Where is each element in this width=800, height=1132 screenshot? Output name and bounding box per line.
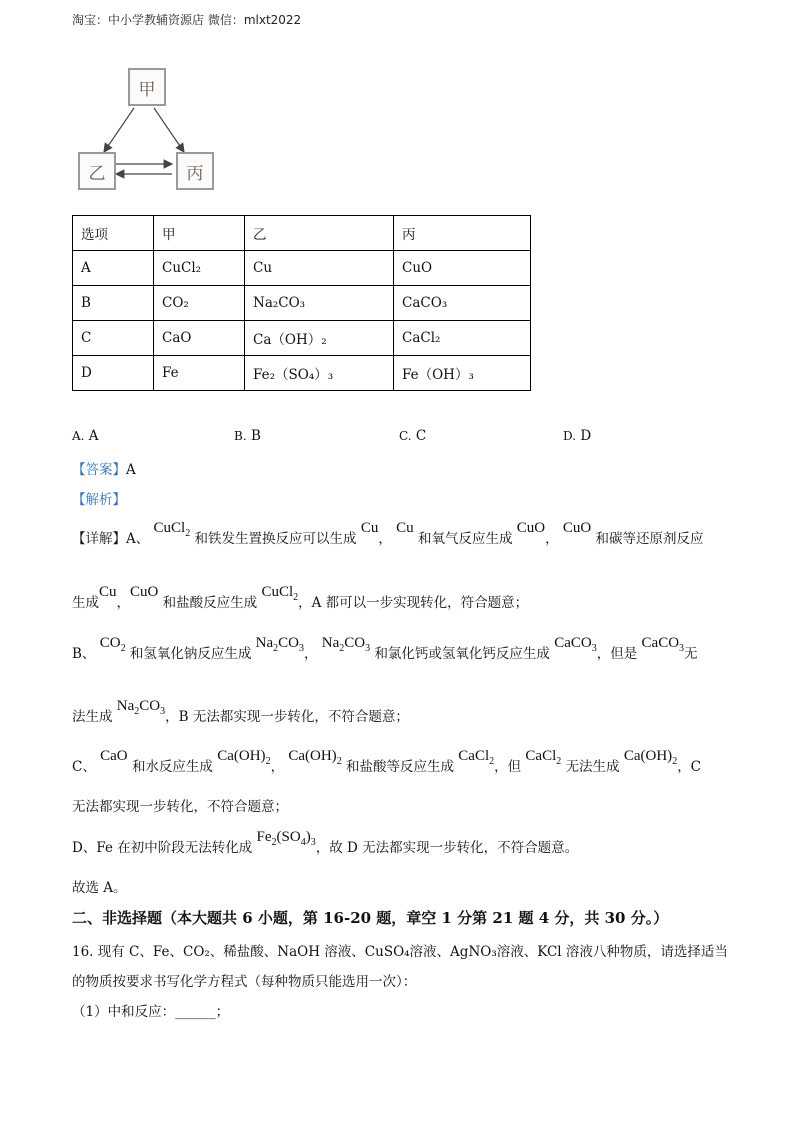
table-cell: CuO [394,251,531,286]
table-row [73,321,531,356]
explain-text: 无法生成 [565,759,620,775]
formula-caco3: CaCO$_3$ [554,635,597,654]
table-header-cell: 选项 [73,216,154,251]
explain-c-line2: 无法都实现一步转化，不符合题意； [72,799,288,815]
explain-text: 和氢氧化钠反应生成 [129,646,252,662]
formula-cu: Cu [99,584,117,600]
choice-text: C [415,428,427,444]
formula-cacl2: CaCl$_2$ [525,748,562,767]
explain-a-line2: 生成Cu，CuO 和盐酸反应生成 CuCl$_2$，A 都可以一步实现转化，符合题意； [72,584,529,611]
formula-fe2so43: $Fe_2(SO_4)_3$ [256,829,316,848]
formula-cu: Cu [360,520,379,536]
table-row [73,251,531,286]
table-cell: CuCl₂ [154,251,245,286]
formula-caoh2: $Ca(OH)_2$ [288,748,342,767]
diagram-node-bing: 丙 [176,152,214,190]
explain-text: 和氧气反应生成 [417,531,513,547]
table-cell: CaCO₃ [394,286,531,321]
formula-cao: CaO [100,748,128,764]
explain-text: ，但是 [596,646,638,662]
formula-na2co3: $Na_2CO_3$ [116,698,166,717]
explain-text: ，但 [494,759,522,775]
diagram-node-yi: 乙 [78,152,116,190]
formula-caoh2: $Ca(OH)_2$ [217,748,271,767]
explain-text: 和盐酸等反应生成 [345,759,454,775]
table-header-row [73,216,531,251]
table-cell: D [73,356,154,391]
explain-d-line [72,829,579,859]
answer-line [72,458,136,478]
explain-text: 法生成 [72,709,113,725]
question-16-line2: 的物质按要求书写化学方程式（每种物质只能选用一次）： [72,974,417,990]
formula-co2: $CO_2$ [99,635,126,654]
table-cell: C [73,321,154,356]
section-title: 二、非选择题（本大题共 6 小题，第 16-20 题，章空 1 分第 21 题 4 分，共 30 分。） [72,909,669,927]
choice-letter: A. [72,429,85,443]
formula-cuo: CuO [130,584,159,600]
answer-label: 【答案】 [72,462,126,478]
formula-caco3: CaCO$_3$ [641,635,685,654]
choice-letter: D. [563,429,577,443]
table-row [73,356,531,391]
explain-text: 生成 [72,595,99,611]
choice-letter: C. [399,429,412,443]
table-cell: CO₂ [154,286,245,321]
formula-na2co3: $Na_2CO_3$ [255,635,304,654]
table-cell: Ca（OH）₂ [245,321,394,356]
choice-text: D [580,428,592,444]
table-cell: Na₂CO₃ [245,286,394,321]
explain-text: 和水反应生成 [131,759,213,775]
choice-a[interactable] [72,428,99,444]
explain-text: C、 [72,759,96,775]
table-cell: CaO [154,321,245,356]
question-16-line1: 16. 现有 C、Fe、CO₂、稀盐酸、NaOH 溶液、CuSO₄溶液、AgNO₃溶液、KCl 溶液八种物质，请选择适当 [72,944,728,960]
table-cell: CaCl₂ [394,321,531,356]
arrow-jia-to-yi [104,108,134,152]
explain-text: 和氯化钙或氢氧化钙反应生成 [374,646,550,662]
explain-c-line1: C、 CaO 和水反应生成 $Ca(OH)_2$， $Ca(OH)_2$ 和盐酸等反应生成 CaCl$_2$，但 CaCl$_2$ 无法生成 $Ca(OH)_2$，C [72,748,702,775]
diagram-node-jia: 甲 [128,68,166,106]
choice-letter: B. [234,429,247,443]
analysis-label: 【解析】 [72,492,126,508]
explain-text: ，B 无法都实现一步转化，不符合题意； [165,709,409,725]
explain-text: ，A 都可以一步实现转化，符合题意； [298,595,529,611]
choice-d[interactable] [563,428,591,444]
answer-value: A [126,462,136,478]
table-cell: A [73,251,154,286]
formula-cacl2: CaCl$_2$ [458,748,495,767]
explain-text: 和盐酸反应生成 [162,595,258,611]
formula-cuo: CuO [516,520,546,536]
table-header-cell: 丙 [394,216,531,251]
explain-text: B、 [72,646,96,662]
table-header-cell: 甲 [154,216,245,251]
explain-text: D、Fe 在初中阶段无法转化成 [72,840,253,856]
table-cell: B [73,286,154,321]
explain-a-line1: 【详解】A、 CuCl$_2$ 和铁发生置换反应可以生成 Cu， Cu 和氧气反应生成 CuO， CuO 和碳等还原剂反应 [72,520,704,547]
explain-b-line1: B、 $CO_2$ 和氢氧化钠反应生成 $Na_2CO_3$， $Na_2CO_3$ 和氯化钙或氢氧化钙反应生成 CaCO$_3$，但是 CaCO$_3$无 [72,635,698,662]
formula-cuo: CuO [562,520,592,536]
choice-text: A [88,428,99,444]
page-header: 淘宝：中小学教辅资源店 微信：mlxt2022 [72,13,302,27]
table-cell: Cu [245,251,394,286]
arrow-jia-to-bing [154,108,184,152]
table-cell: Fe（OH）₃ [394,356,531,391]
choice-c[interactable] [399,428,426,444]
choice-b[interactable] [234,428,261,444]
question-16-part1: （1）中和反应：______； [72,1004,230,1020]
explain-text: 无 [684,646,698,662]
options-table [72,215,531,391]
table-header-cell: 乙 [245,216,394,251]
explain-text: 和碳等还原剂反应 [595,531,704,547]
table-row [73,286,531,321]
conversion-diagram [70,60,230,200]
detail-label: 【详解】A、 [72,531,150,547]
explain-text: ，故 D 无法都实现一步转化，不符合题意。 [315,840,579,856]
formula-cucl2: CuCl$_2$ [261,584,299,603]
formula-na2co3: $Na_2CO_3$ [321,635,371,654]
explain-text: ，C [677,759,702,775]
explain-text: 和铁发生置换反应可以生成 [194,531,357,547]
formula-cu: Cu [396,520,414,536]
conclusion: 故选 A。 [72,880,127,896]
formula-caoh2: $Ca(OH)_2$ [623,748,678,767]
table-cell: Fe₂（SO₄）₃ [245,356,394,391]
table-cell: Fe [154,356,245,391]
choice-text: B [250,428,261,444]
formula-cucl2: CuCl$_2$ [153,520,191,539]
explain-b-line2 [72,698,409,728]
